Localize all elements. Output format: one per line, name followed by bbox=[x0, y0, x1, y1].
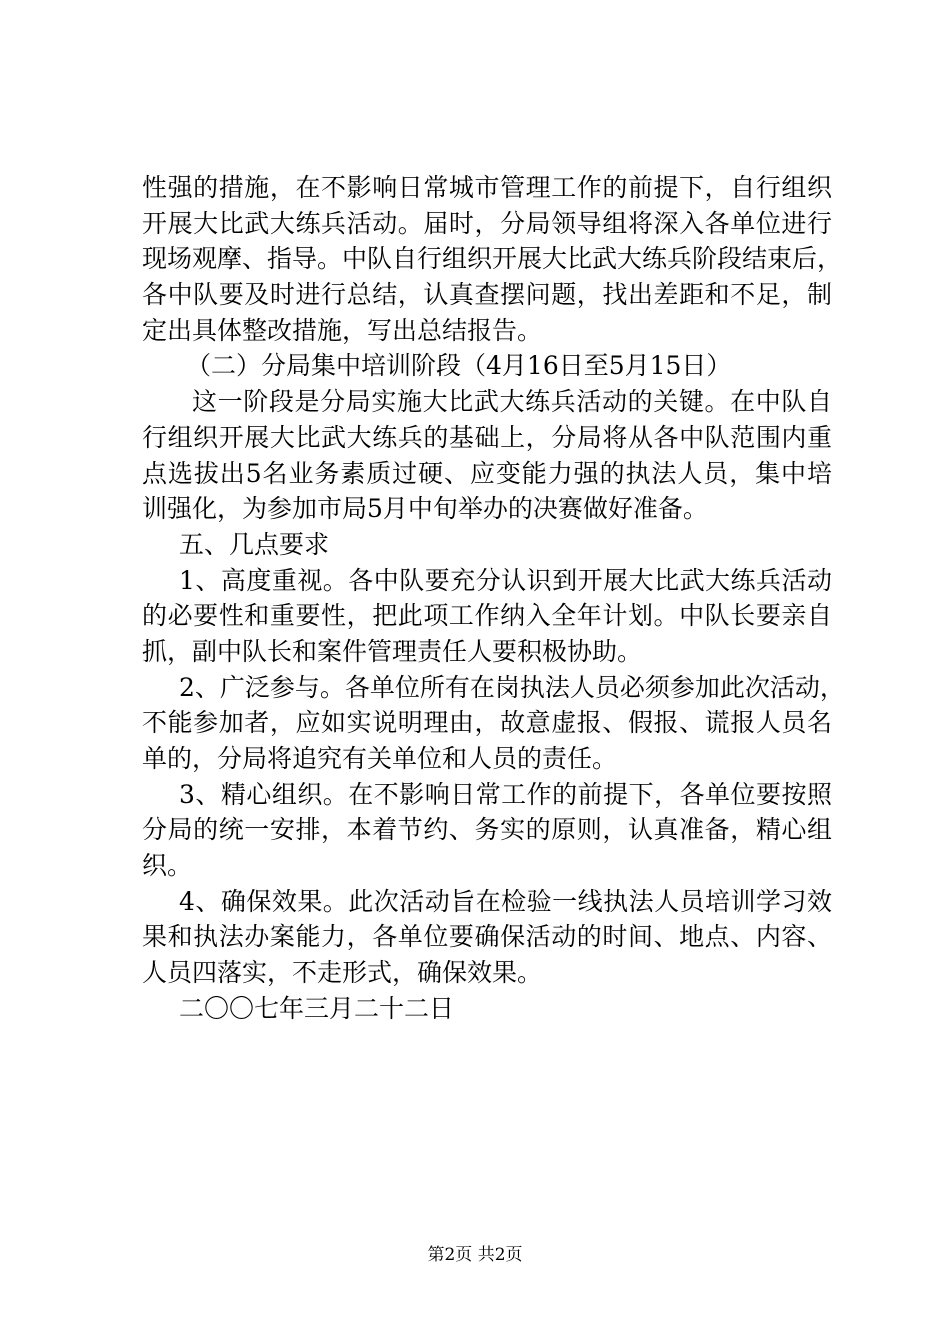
text-line: 3、精心组织。在不影响日常工作的前提下，各单位要按照 bbox=[179, 779, 832, 809]
page-footer: 第2页 共2页 bbox=[427, 1245, 523, 1265]
text-line: 织。 bbox=[142, 851, 193, 881]
text-line: 各中队要及时进行总结，认真查摆问题，找出差距和不足，制 bbox=[142, 280, 832, 310]
text-line: 训强化，为参加市局5月中旬举办的决赛做好准备。 bbox=[142, 494, 708, 524]
text-line: 的必要性和重要性，把此项工作纳入全年计划。中队长要亲自 bbox=[142, 601, 832, 631]
text-line: 人员四落实，不走形式，确保效果。 bbox=[142, 958, 543, 988]
text-line: 行组织开展大比武大练兵的基础上，分局将从各中队范围内重 bbox=[142, 422, 832, 452]
text-line: 抓，副中队长和案件管理责任人要积极协助。 bbox=[142, 636, 643, 666]
text-line: 点选拔出5名业务素质过硬、应变能力强的执法人员，集中培 bbox=[142, 458, 832, 488]
text-line: 单的，分局将追究有关单位和人员的责任。 bbox=[142, 744, 618, 773]
text-line: 性强的措施，在不影响日常城市管理工作的前提下，自行组织 bbox=[142, 173, 832, 202]
text-line: 果和执法办案能力，各单位要确保活动的时间、地点、内容、 bbox=[142, 922, 832, 952]
text-line: 不能参加者，应如实说明理由，故意虚报、假报、谎报人员名 bbox=[142, 708, 832, 738]
text-line: 开展大比武大练兵活动。届时，分局领导组将深入各单位进行 bbox=[142, 208, 832, 238]
text-line: 定出具体整改措施，写出总结报告。 bbox=[142, 315, 543, 345]
section-heading: （二）分局集中培训阶段（4月16日至5月15日） bbox=[186, 351, 732, 381]
text-line: 这一阶段是分局实施大比武大练兵活动的关键。在中队自 bbox=[192, 387, 832, 417]
text-line: 1、高度重视。各中队要充分认识到开展大比武大练兵活动 bbox=[179, 565, 832, 595]
text-line: 2、广泛参与。各单位所有在岗执法人员必须参加此次活动， bbox=[179, 672, 845, 702]
text-line: 分局的统一安排，本着节约、务实的原则，认真准备，精心组 bbox=[142, 815, 832, 845]
document-body bbox=[142, 170, 845, 1027]
text-line: 现场观摩、指导。中队自行组织开展大比武大练兵阶段结束后， bbox=[142, 244, 843, 274]
text-line: 4、确保效果。此次活动旨在检验一线执法人员培训学习效 bbox=[179, 886, 832, 916]
section-heading: 五、几点要求 bbox=[179, 529, 330, 559]
document-date: 二〇〇七年三月二十二日 bbox=[179, 993, 455, 1023]
